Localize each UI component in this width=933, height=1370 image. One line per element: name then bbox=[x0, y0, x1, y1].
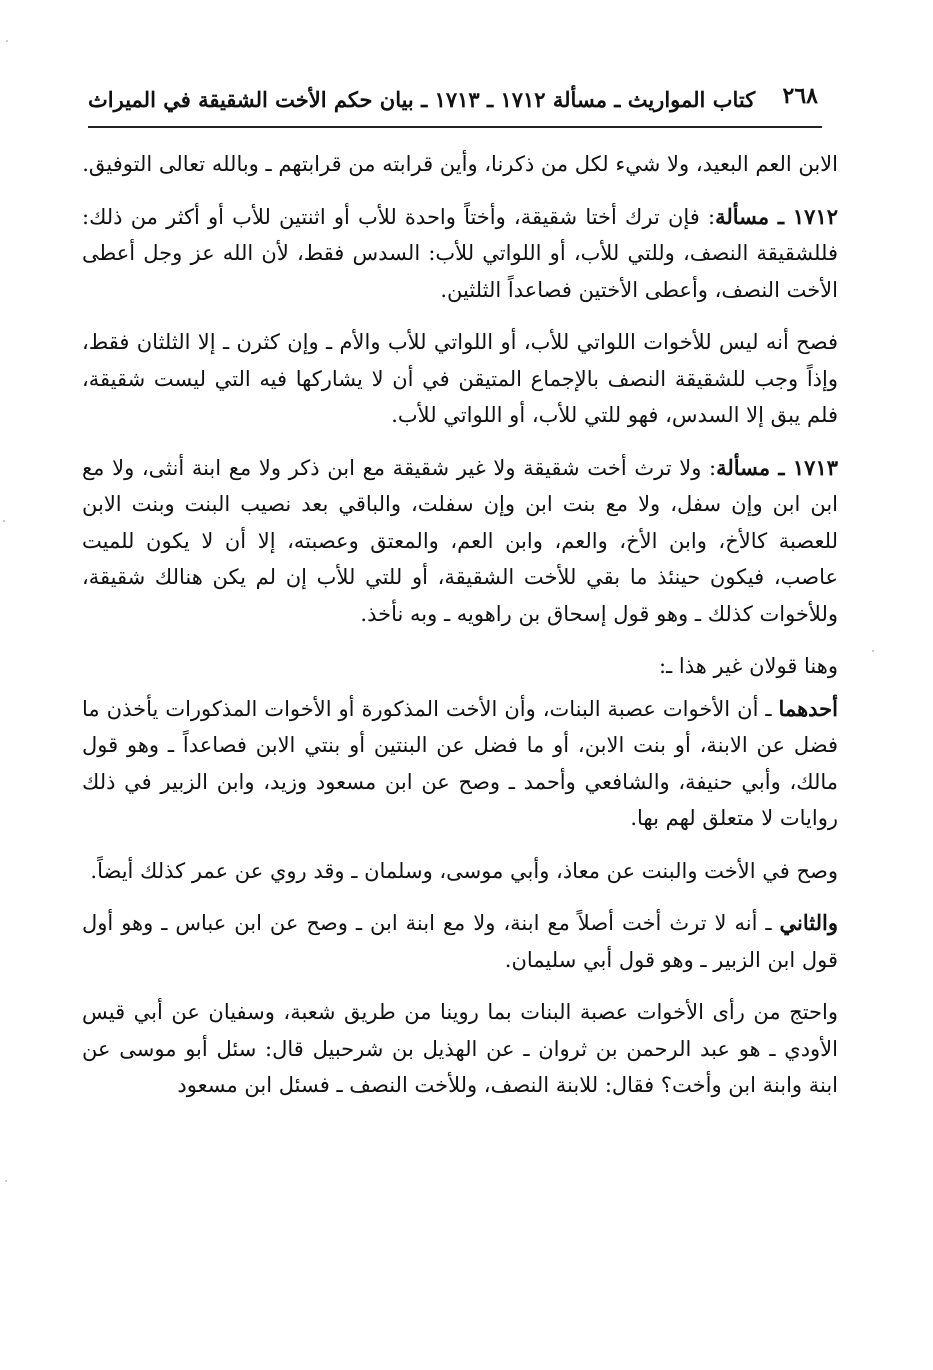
paragraph-intro-end bbox=[82, 146, 838, 183]
paragraph-two-opinions bbox=[82, 648, 838, 685]
paragraph-text: فصح أنه ليس للأخوات اللواتي للأب، أو اللواتي للأب والأم ـ وإن كثرن ـ إلا الثلثان فقط، وإذاً وجب للشقيقة النصف بالإجماع المتيقن في أن لا يشاركها فيه التي ليست شقيقة، فلم يبق إلا السدس، فهو للتي للأب، أو اللواتي للأب. bbox=[82, 330, 838, 427]
page-number: ٢٦٨ bbox=[782, 83, 818, 109]
opinion-heading: أحدهما bbox=[778, 695, 838, 721]
issue-heading: ١٧١٣ ـ مسألة bbox=[716, 454, 839, 480]
paragraph-text: ـ أنه لا ترث أخت أصلاً مع ابنة، ولا مع ابنة ابن ـ وصح عن ابن عباس ـ وهو أول قول ابن الزبير ـ وهو قول أبي سليمان. bbox=[82, 911, 838, 972]
page-body bbox=[82, 146, 838, 1120]
header-divider bbox=[88, 126, 822, 128]
paragraph-text: : فإن ترك أختا شقيقة، وأختاً واحدة للأب أو اثنتين للأب أو أكثر من ذلك: فللشقيقة النصف، وللتي للأب، أو اللواتي للأب: السدس فقط، لأن الله عز وجل أعطى الأخت النصف، وأعطى الأختين فصاعداً الثلثين. bbox=[82, 204, 838, 302]
paragraph-text: واحتج من رأى الأخوات عصبة البنات بما روينا من طريق شعبة، وسفيان عن أبي قيس الأودي ـ هو عبد الرحمن بن ثروان ـ عن الهذيل بن شرحبيل قال: سئل أبو موسى عن ابنة وابنة ابن وأخت؟ فقال: للابنة النصف، وللأخت النصف ـ فسئل ابن مسعود bbox=[82, 1000, 838, 1097]
paragraph-text: وهنا قولان غير هذا ـ: bbox=[658, 654, 838, 678]
paragraph-issue-1713 bbox=[82, 450, 838, 633]
issue-heading: ١٧١٢ ـ مسألة bbox=[715, 203, 839, 229]
paragraph-text: الابن العم البعيد، ولا شيء لكل من ذكرنا، وأين قرابته من قرابتهم ـ وبالله تعالى التوفيق. bbox=[82, 152, 838, 176]
running-title: كتاب المواريث ـ مسألة ١٧١٢ ـ ١٧١٣ ـ بيان حكم الأخت الشقيقة في الميراث bbox=[88, 87, 756, 112]
paragraph-text: : ولا ترث أخت شقيقة ولا غير شقيقة مع ابن ذكر ولا مع ابنة أنثى، ولا مع ابن ابن وإن سفل، ولا مع بنت ابن وإن سفلت، والباقي بعد نصيب البنت وبنت الابن للعصبة كالأخ، وابن الأخ، والعم، وابن العم، والمعتق وعصبته، إلا أن لا يكون للميت عاصب، فيكون حينئذ ما بقي للأخت الشقيقة، أو للتي للأب إن لم يكن هنالك شقيقة، وللأخوات كذلك ـ وهو قول إسحاق بن راهويه ـ وبه نأخذ. bbox=[82, 455, 838, 626]
scan-speck bbox=[5, 1180, 7, 1182]
paragraph-ruling bbox=[82, 324, 838, 434]
scan-speck bbox=[6, 40, 8, 42]
paragraph-second-opinion bbox=[82, 905, 838, 978]
paragraph-text: ـ أن الأخوات عصبة البنات، وأن الأخت المذكورة أو الأخوات المذكورات يأخذن ما فضل عن الابنة، أو بنت الابن، أو ما فضل عن البنتين أو بنتي الابن فصاعداً ـ وهو قول مالك، وأبي حنيفة، والشافعي وأحمد ـ وصح عن ابن مسعود وزيد، وابن الزبير في ذلك روايات لا متعلق لهم بها. bbox=[82, 696, 838, 830]
paragraph-first-opinion bbox=[82, 691, 838, 837]
opinion-heading: والثاني bbox=[779, 910, 838, 935]
scan-speck bbox=[3, 520, 5, 522]
paragraph-text: وصح في الأخت والبنت عن معاذ، وأبي موسى، وسلمان ـ وقد روي عن عمر كذلك أيضاً. bbox=[90, 858, 838, 883]
page-header bbox=[88, 78, 828, 118]
scan-speck bbox=[872, 650, 874, 652]
paragraph-companions bbox=[82, 853, 838, 890]
paragraph-issue-1712 bbox=[82, 199, 838, 309]
paragraph-argument bbox=[82, 994, 838, 1104]
